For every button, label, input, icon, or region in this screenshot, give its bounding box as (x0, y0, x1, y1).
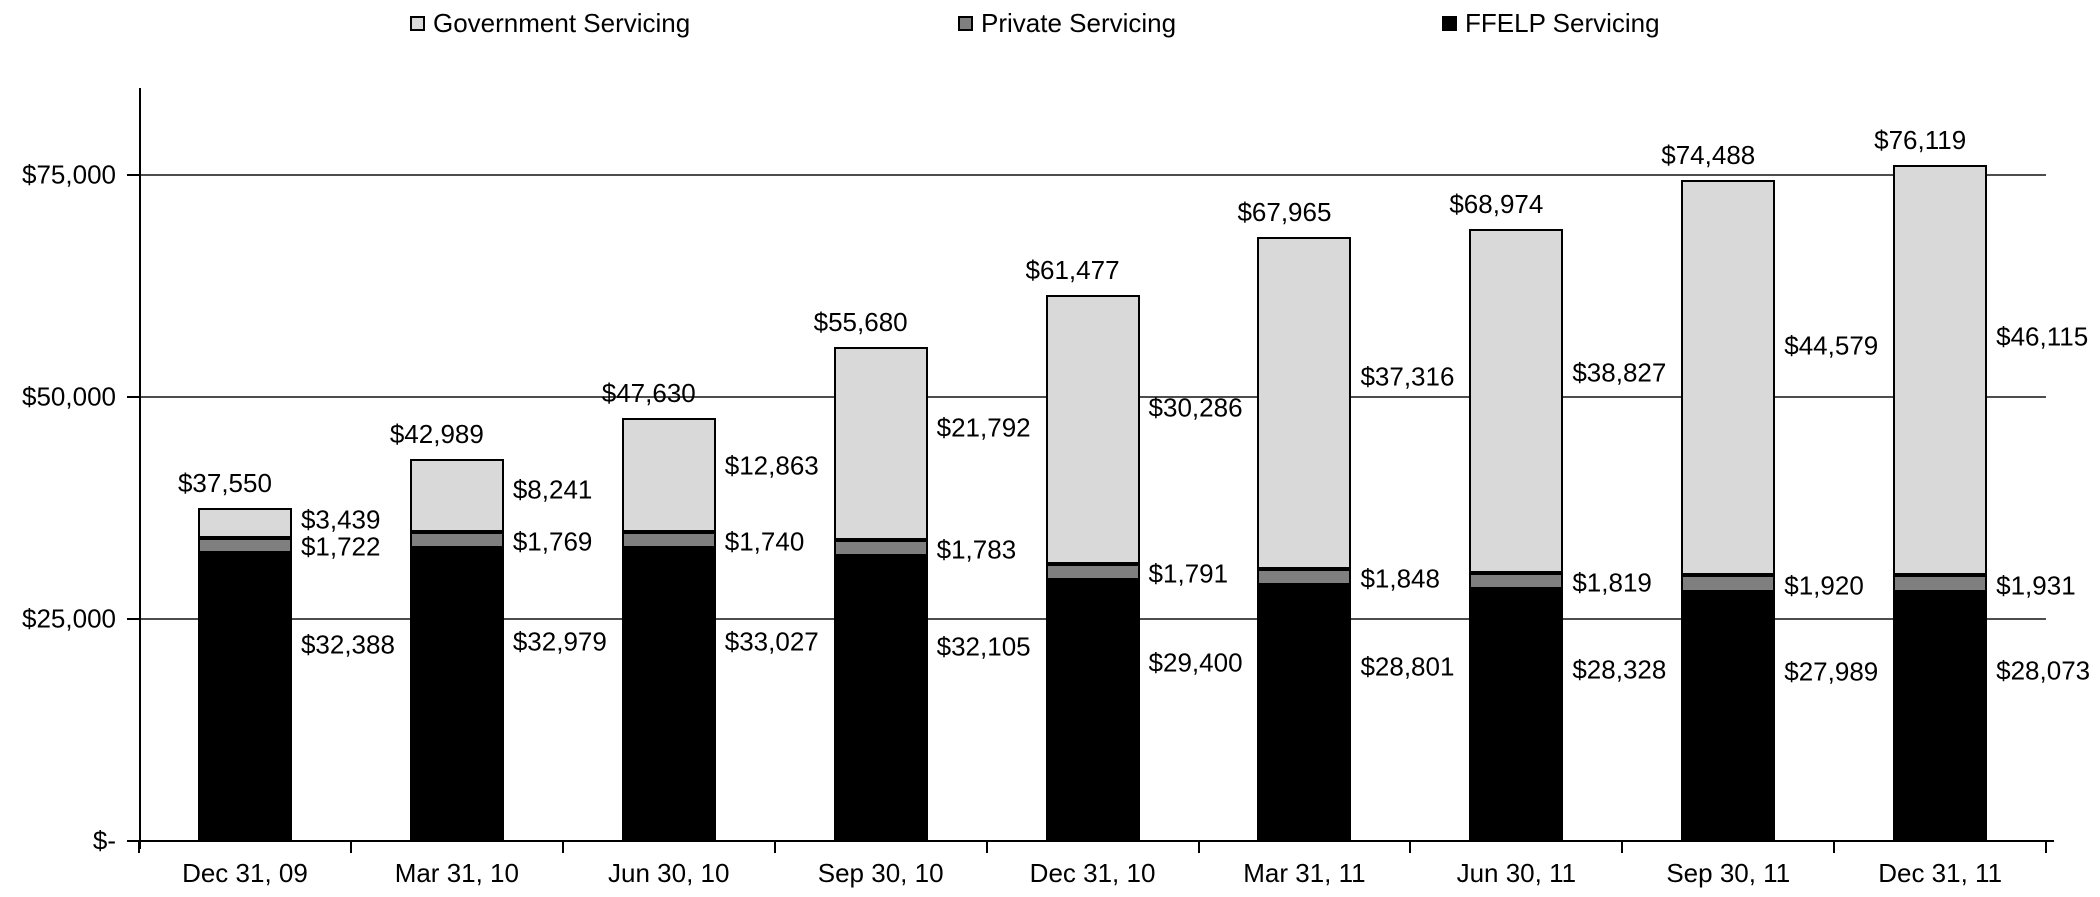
segment-label-private-servicing: $1,783 (936, 534, 1017, 565)
segment-label-ffelp-servicing: $28,801 (1360, 651, 1455, 682)
bar-mar-31-11-ffelp-servicing (1257, 585, 1351, 841)
bar-dec-31-10-government-servicing (1046, 295, 1140, 564)
x-axis-tick (986, 841, 988, 853)
x-axis-label: Dec 31, 09 (182, 858, 308, 888)
x-axis-tick (2045, 841, 2047, 853)
bar-mar-31-10-private-servicing (410, 532, 504, 548)
bar-mar-31-11-private-servicing (1257, 569, 1351, 585)
segment-label-private-servicing: $1,722 (300, 531, 381, 562)
segment-label-ffelp-servicing: $32,388 (300, 629, 395, 660)
total-label: $42,989 (389, 419, 484, 450)
legend-item-private-servicing (958, 10, 1176, 36)
bar-jun-30-11-government-servicing (1469, 229, 1563, 574)
bar-dec-31-10-private-servicing (1046, 564, 1140, 580)
x-axis-label: Jun 30, 10 (608, 858, 730, 888)
government-servicing-swatch-icon (410, 16, 425, 31)
y-axis-label: $25,000 (22, 603, 116, 634)
total-label: $47,630 (601, 378, 696, 409)
segment-label-ffelp-servicing: $33,027 (724, 626, 819, 657)
total-label: $61,477 (1025, 255, 1120, 286)
segment-label-ffelp-servicing: $29,400 (1148, 647, 1243, 678)
x-axis-label: Dec 31, 10 (1029, 858, 1156, 888)
bar-dec-31-11-ffelp-servicing (1893, 592, 1987, 841)
bar-jun-30-11-ffelp-servicing (1469, 589, 1563, 841)
segment-label-government-servicing: $30,286 (1148, 392, 1243, 423)
legend-item-government-servicing (410, 10, 690, 36)
y-axis-label: $75,000 (22, 159, 116, 190)
segment-label-government-servicing: $44,579 (1784, 330, 1879, 361)
legend-label: Government Servicing (433, 8, 691, 38)
gridline-75000 (140, 174, 2046, 176)
private-servicing-swatch-icon (958, 16, 973, 31)
segment-label-government-servicing: $3,439 (300, 504, 381, 535)
segment-label-government-servicing: $12,863 (724, 450, 819, 481)
x-axis-tick (1621, 841, 1623, 853)
segment-label-government-servicing: $46,115 (1996, 321, 2089, 352)
legend-label: FFELP Servicing (1465, 8, 1660, 38)
bar-jun-30-10-private-servicing (622, 532, 716, 547)
y-axis-label: $- (92, 825, 116, 856)
bar-dec-31-11-government-servicing (1893, 165, 1987, 575)
segment-label-government-servicing: $21,792 (936, 412, 1031, 443)
segment-label-ffelp-servicing: $32,979 (512, 626, 607, 657)
bar-dec-31-09-ffelp-servicing (198, 553, 292, 841)
x-axis-tick (562, 841, 564, 853)
total-label: $67,965 (1237, 197, 1332, 228)
y-axis-label: $50,000 (22, 381, 116, 412)
segment-label-private-servicing: $1,848 (1360, 563, 1440, 594)
total-label: $37,550 (177, 467, 272, 498)
segment-label-private-servicing: $1,791 (1148, 558, 1229, 589)
segment-label-private-servicing: $1,920 (1784, 570, 1864, 601)
ffelp-servicing-swatch-icon (1442, 16, 1457, 31)
y-axis-tick (127, 174, 139, 176)
x-axis-label: Dec 31, 11 (1878, 858, 2003, 888)
total-label: $76,119 (1874, 125, 1967, 156)
segment-label-government-servicing: $38,827 (1572, 357, 1667, 388)
segment-label-government-servicing: $8,241 (512, 474, 593, 505)
segment-label-private-servicing: $1,931 (1996, 570, 2076, 601)
segment-label-ffelp-servicing: $27,989 (1784, 656, 1879, 687)
bar-mar-31-11-government-servicing (1257, 237, 1351, 568)
x-axis-tick (774, 841, 776, 853)
segment-label-ffelp-servicing: $28,328 (1572, 654, 1667, 685)
bar-dec-31-09-private-servicing (198, 538, 292, 553)
segment-label-private-servicing: $1,819 (1572, 567, 1652, 598)
x-axis-label: Sep 30, 10 (817, 858, 944, 888)
bar-dec-31-11-private-servicing (1893, 575, 1987, 592)
segment-label-private-servicing: $1,740 (724, 526, 805, 557)
legend-label: Private Servicing (981, 8, 1177, 38)
bar-sep-30-11-ffelp-servicing (1681, 592, 1775, 841)
x-axis-label: Jun 30, 11 (1456, 858, 1577, 888)
x-axis-tick (350, 841, 352, 853)
x-axis-tick (1833, 841, 1835, 853)
segment-label-government-servicing: $37,316 (1360, 361, 1455, 392)
bar-jun-30-10-government-servicing (622, 418, 716, 532)
bar-dec-31-09-government-servicing (198, 508, 292, 539)
bar-sep-30-10-government-servicing (834, 347, 928, 541)
y-axis-tick (127, 618, 139, 620)
x-axis-tick (1409, 841, 1411, 853)
total-label: $68,974 (1449, 188, 1544, 219)
bar-sep-30-10-private-servicing (834, 540, 928, 556)
total-label: $74,488 (1661, 139, 1756, 170)
legend-item-ffelp-servicing (1442, 10, 1660, 36)
x-axis-label: Mar 31, 10 (394, 858, 519, 888)
bar-mar-31-10-government-servicing (410, 459, 504, 532)
x-axis-label: Sep 30, 11 (1666, 858, 1791, 888)
segment-label-ffelp-servicing: $32,105 (936, 631, 1031, 662)
bar-sep-30-11-government-servicing (1681, 180, 1775, 576)
x-axis-tick (1198, 841, 1200, 853)
segment-label-ffelp-servicing: $28,073 (1996, 655, 2091, 686)
bar-jun-30-11-private-servicing (1469, 573, 1563, 589)
x-axis-tick (138, 841, 140, 853)
segment-label-private-servicing: $1,769 (512, 526, 593, 557)
y-axis-tick (127, 396, 139, 398)
bar-sep-30-10-ffelp-servicing (834, 556, 928, 841)
bar-dec-31-10-ffelp-servicing (1046, 580, 1140, 841)
bar-sep-30-11-private-servicing (1681, 575, 1775, 592)
total-label: $55,680 (813, 306, 908, 337)
x-axis-label: Mar 31, 11 (1243, 858, 1366, 888)
bar-mar-31-10-ffelp-servicing (410, 548, 504, 841)
bar-jun-30-10-ffelp-servicing (622, 548, 716, 841)
